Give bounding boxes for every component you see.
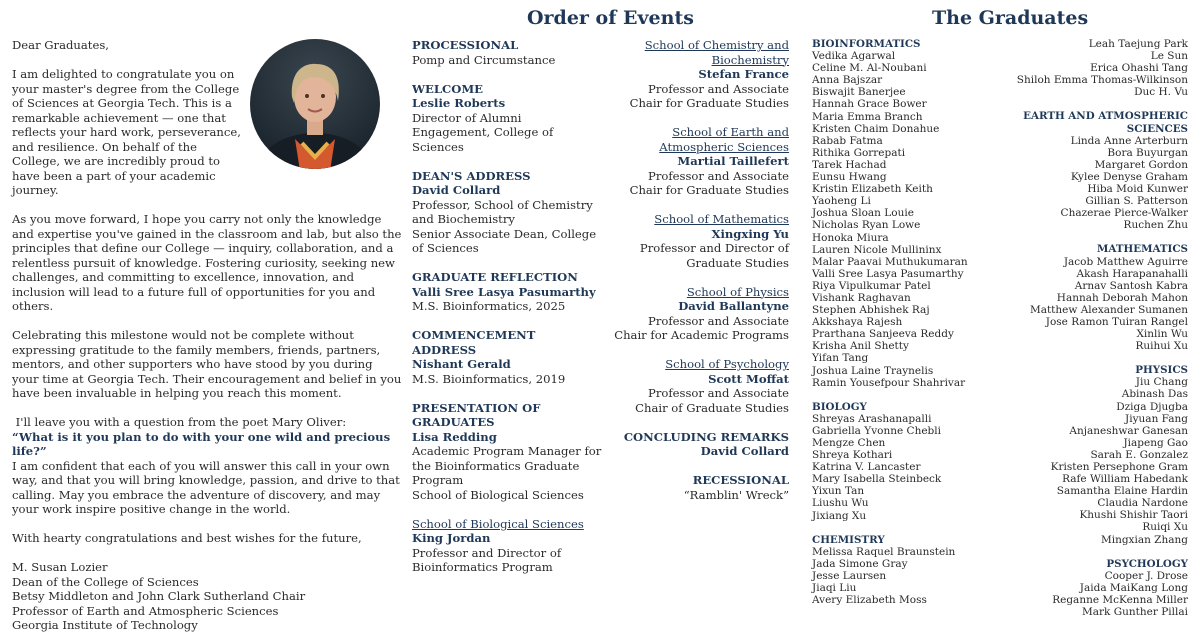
letter-paragraph-5: With hearty congratulations and best wishes for the future, — [12, 531, 362, 545]
event-speaker: Nishant Gerald — [412, 357, 511, 371]
letter-quote-rest: I am confident that each of you will answer this call in your own way, and that you will bring knowledge, passion, and drive to that calling. May you embrace the adventure of discovery, and may your work inspire positive change in the world. — [12, 458, 400, 516]
event-heading: DEAN'S ADDRESS — [412, 168, 531, 183]
event-school-physics — [603, 285, 789, 343]
event-text: Director of Alumni Engagement, College of Sciences — [412, 110, 554, 154]
school-name: School of Mathematics — [654, 212, 789, 226]
dept-physics — [985, 364, 1188, 545]
event-recessional — [603, 473, 789, 502]
graduate-name: Rithika Gorrepati — [812, 146, 906, 159]
graduate-name: Malar Paavai Muthukumaran — [812, 255, 968, 268]
letter-paragraph-2: As you move forward, I hope you carry not only the knowledge and expertise you've gained in the classroom and lab, but also the principles that define our College — inquiry, collaboration, and a relentless pursuit of knowledge. Fostering curiosity, seeking new challenges, and committing to excellence, innovation, and inclusion will lead to a future full of opportunities for you and others. — [12, 212, 402, 313]
graduate-name: Krisha Anil Shetty — [812, 340, 909, 353]
event-school-chemistry — [603, 38, 789, 111]
graduate-name: Anjaneshwar Ganesan — [1069, 424, 1188, 437]
graduate-name: Cooper J. Drose — [1104, 569, 1188, 582]
graduate-name: Katrina V. Lancaster — [812, 461, 921, 474]
event-graduate-reflection — [412, 270, 602, 314]
graduate-name: Yifan Tang — [812, 352, 869, 365]
graduate-name: Jada Simone Gray — [812, 557, 908, 570]
event-speaker: David Ballantyne — [678, 299, 789, 313]
graduate-name: Vedika Agarwal — [812, 50, 896, 63]
graduate-name: Avery Elizabeth Moss — [812, 594, 927, 607]
graduate-name: Jiyuan Fang — [1125, 412, 1188, 425]
graduate-name: Tarek Hachad — [812, 158, 887, 171]
signature-line: Georgia Institute of Technology — [12, 618, 198, 632]
event-heading: COMMENCEMENT ADDRESS — [412, 328, 536, 357]
graduate-name: Melissa Raquel Braunstein — [812, 545, 956, 558]
event-deans-address — [412, 169, 602, 256]
dept-heading: PHYSICS — [1135, 364, 1188, 377]
graduate-name: Akash Harapanahalli — [1076, 267, 1188, 280]
graduate-name: Khushi Shishir Taori — [1079, 509, 1188, 522]
letter-paragraph-3: Celebrating this milestone would not be complete without expressing gratitude to the family members, friends, partners, mentors, and other supporters who have stood by you during your time at Georgia Tech. Their encouragement and belief in you have been invaluable in helping you reach this moment. — [12, 328, 402, 400]
graduate-name: Jixiang Xu — [812, 509, 867, 522]
graduate-name: Jiaqi Liu — [812, 582, 857, 595]
graduate-name: Anna Bajszar — [812, 74, 883, 87]
graduate-name: Jaida MaiKang Long — [1079, 581, 1188, 594]
school-name: School of Chemistry and Biochemistry — [644, 38, 789, 67]
school-name: School of Earth and Atmospheric Sciences — [659, 125, 789, 154]
graduate-name: Joshua Sloan Louie — [812, 207, 914, 220]
event-school-earth-atmospheric — [603, 125, 789, 198]
graduate-name: Riya Vipulkumar Patel — [812, 279, 931, 292]
event-text: Academic Program Manager for the Bioinformatics Graduate Program — [412, 444, 602, 487]
event-text: Professor and Associate Chair for Academic Programs — [614, 313, 789, 342]
graduate-name: Margaret Gordon — [1094, 158, 1188, 171]
event-school-mathematics — [603, 212, 789, 270]
letter-signature — [12, 560, 402, 633]
event-speaker: King Jordan — [412, 531, 491, 545]
event-text: Pomp and Circumstance — [412, 52, 556, 67]
graduate-name: Joshua Laine Traynelis — [812, 364, 934, 377]
event-text: School of Biological Sciences — [412, 487, 584, 502]
event-text: Professor and Associate Chair for Graduate Studies — [629, 168, 789, 197]
graduate-name: Lauren Nicole Mullininx — [812, 243, 942, 256]
dept-heading: EARTH AND ATMOSPHERIC SCIENCES — [1023, 110, 1188, 135]
program-column-left — [412, 38, 602, 589]
graduate-name: Arnav Santosh Kabra — [1074, 279, 1188, 292]
event-heading: GRADUATE REFLECTION — [412, 270, 578, 284]
graduate-name: Jiu Chang — [1135, 376, 1188, 389]
dept-psychology — [985, 558, 1188, 618]
graduate-name: Kristen Persephone Gram — [1050, 461, 1188, 473]
graduate-name: Liushu Wu — [812, 497, 869, 510]
dept-heading: MATHEMATICS — [1097, 243, 1188, 256]
graduate-name: Yaoheng Li — [812, 195, 871, 208]
graduate-name: Hiba Moid Kunwer — [1087, 183, 1188, 196]
dept-heading: BIOLOGY — [812, 400, 867, 413]
program-column-right — [603, 38, 789, 517]
event-speaker: Leslie Roberts — [412, 96, 506, 110]
event-heading: PRESENTATION OF GRADUATES — [412, 400, 541, 429]
graduate-name: Eunsu Hwang — [812, 171, 887, 184]
graduate-name: Shreyas Arashanapalli — [812, 412, 932, 425]
graduate-name: Valli Sree Lasya Pasumarthy — [812, 267, 964, 280]
graduate-name: Kristin Elizabeth Keith — [812, 183, 933, 196]
graduate-name: Rabab Fatma — [812, 134, 883, 147]
graduate-name: Shreya Kothari — [812, 449, 893, 462]
graduate-name: Hannah Grace Bower — [812, 98, 927, 111]
graduate-name: Erica Ohashi Tang — [1090, 62, 1188, 75]
school-name: School of Biological Sciences — [412, 516, 584, 531]
dept-heading: BIOINFORMATICS — [812, 38, 921, 50]
event-concluding-remarks — [603, 430, 789, 459]
event-speaker: David Collard — [412, 183, 501, 197]
signature-line: M. Susan Lozier — [12, 560, 108, 574]
graduate-name: Yixun Tan — [812, 485, 865, 498]
school-name: School of Physics — [686, 284, 789, 299]
event-text: Senior Associate Dean, College of Sciences — [412, 226, 597, 255]
letter-quote: “What is it you plan to do with your one wild and precious life?” — [12, 429, 391, 458]
graduate-name: Maria Emma Branch — [812, 110, 923, 123]
graduate-name: Mary Isabella Steinbeck — [812, 473, 942, 486]
dean-portrait — [250, 39, 380, 169]
event-heading: CONCLUDING REMARKS — [623, 429, 789, 444]
graduate-name: Samantha Elaine Hardin — [1056, 485, 1188, 498]
dept-heading: PSYCHOLOGY — [1106, 557, 1188, 570]
letter-greeting: Dear Graduates, — [12, 38, 109, 52]
graduate-name: Reganne McKenna Miller — [1052, 593, 1188, 606]
event-speaker: David Collard — [700, 444, 789, 458]
event-speaker: Xingxing Yu — [711, 226, 789, 241]
graduate-name: Jiapeng Gao — [1123, 436, 1188, 449]
graduate-name: Vishank Raghavan — [812, 291, 911, 304]
event-text: Professor and Associate Chair for Graduate Studies — [629, 81, 789, 110]
graduate-name: Honoka Miura — [812, 231, 889, 244]
graduate-name: Matthew Alexander Sumanen — [1029, 303, 1188, 316]
graduate-name: Gabriella Yvonne Chebli — [812, 424, 941, 437]
graduate-name: Celine M. Al-Noubani — [812, 62, 927, 75]
event-speaker: Valli Sree Lasya Pasumarthy — [412, 284, 596, 299]
graduate-name: Kylee Denyse Graham — [1070, 170, 1188, 183]
letter-quote-intro: I'll leave you with a question from the poet Mary Oliver: — [12, 415, 347, 429]
event-welcome — [412, 82, 602, 155]
graduate-name: Prarthana Sanjeeva Reddy — [812, 328, 954, 341]
event-speaker: Stefan France — [698, 67, 789, 81]
event-text: Professor, School of Chemistry and Biochemistry — [412, 197, 593, 226]
graduate-name: Bora Buyurgan — [1107, 146, 1188, 159]
graduate-name: Jesse Laursen — [812, 569, 887, 582]
graduate-name: Le Sun — [1150, 50, 1188, 63]
graduate-name: Leah Taejung Park — [1088, 38, 1188, 50]
graduate-name: Abinash Das — [1121, 388, 1188, 401]
event-school-psychology — [603, 357, 789, 415]
graduates-title: The Graduates — [932, 7, 1089, 29]
event-processional — [412, 38, 602, 67]
graduate-name: Mark Gunther Pillai — [1082, 606, 1188, 619]
graduate-name: Biswajit Banerjee — [812, 86, 906, 99]
dept-continued — [985, 38, 1188, 98]
graduate-name: Duc H. Vu — [1134, 86, 1188, 99]
order-of-events-title: Order of Events — [527, 7, 694, 29]
graduate-name: Ruihui Xu — [1135, 340, 1188, 353]
event-commencement-address — [412, 328, 602, 386]
graduate-name: Gillian S. Patterson — [1085, 195, 1188, 208]
dept-bioinformatics — [812, 38, 992, 389]
signature-line: Betsy Middleton and John Clark Sutherland Chair — [12, 589, 306, 603]
dept-earth-and-atmospheric-sciences — [985, 110, 1188, 231]
event-speaker: Scott Moffat — [708, 371, 789, 386]
graduate-name: Shiloh Emma Thomas-Wilkinson — [1016, 74, 1188, 87]
dept-mathematics — [985, 243, 1188, 352]
school-name: School of Psychology — [665, 357, 789, 371]
dept-biology — [812, 401, 992, 522]
event-speaker: Lisa Redding — [412, 429, 497, 444]
graduate-name: Ramin Yousefpour Shahrivar — [812, 376, 966, 389]
graduate-name: Ruiqi Xu — [1142, 521, 1188, 534]
event-heading: WELCOME — [412, 81, 484, 96]
graduate-name: Dziga Djugba — [1116, 400, 1188, 413]
letter-paragraph-4 — [12, 415, 402, 517]
event-text: Professor and Director of Bioinformatics Program — [412, 545, 562, 574]
event-speaker: Martial Taillefert — [677, 154, 789, 168]
graduate-name: Ruchen Zhu — [1123, 219, 1188, 232]
graduates-column-right — [985, 38, 1188, 630]
graduate-name: Sarah E. Gonzalez — [1090, 448, 1188, 461]
graduate-name: Jacob Matthew Aguirre — [1063, 255, 1188, 268]
event-text: M.S. Bioinformatics, 2019 — [412, 371, 566, 386]
graduate-name: Mingxian Zhang — [1100, 533, 1188, 546]
graduate-name: Akkshaya Rajesh — [812, 316, 903, 329]
letter-paragraph-1: I am delighted to congratulate you on your master's degree from the College of Sciences at Georgia Tech. This is a remarkable achievement — one that reflects your hard work, perseverance, and resilience. On behalf of the College, we are incredibly proud to have been a part of your academic journey. — [12, 67, 241, 197]
dept-chemistry — [812, 534, 992, 607]
graduate-name: Mengze Chen — [812, 437, 886, 449]
graduate-name: Linda Anne Arterburn — [1070, 134, 1188, 147]
graduate-name: Rafe William Habedank — [1062, 473, 1188, 486]
graduate-name: Hannah Deborah Mahon — [1056, 291, 1188, 304]
event-text: “Ramblin' Wreck” — [683, 487, 789, 502]
graduate-name: Claudia Nardone — [1097, 497, 1188, 510]
graduate-name: Nicholas Ryan Lowe — [812, 219, 921, 232]
graduate-name: Xinlin Wu — [1136, 328, 1188, 341]
graduate-name: Chazerae Pierce-Walker — [1060, 207, 1188, 220]
event-text: Professor and Associate Chair of Graduate Studies — [635, 386, 789, 415]
signature-line: Professor of Earth and Atmospheric Sciences — [12, 603, 279, 618]
graduate-name: Jose Ramon Tuiran Rangel — [1045, 315, 1188, 328]
event-heading: RECESSIONAL — [692, 473, 789, 487]
graduate-name: Kristen Chaim Donahue — [812, 122, 940, 135]
event-school-biological-sciences — [412, 517, 602, 575]
dept-heading: CHEMISTRY — [812, 533, 885, 546]
graduates-column-left — [812, 38, 992, 618]
signature-line: Dean of the College of Sciences — [12, 574, 199, 589]
event-heading: PROCESSIONAL — [412, 38, 519, 52]
event-presentation-of-graduates — [412, 401, 602, 503]
event-text: Professor and Director of Graduate Studies — [639, 241, 789, 270]
graduate-name: Stephen Abhishek Raj — [812, 304, 930, 317]
event-text: M.S. Bioinformatics, 2025 — [412, 299, 566, 313]
